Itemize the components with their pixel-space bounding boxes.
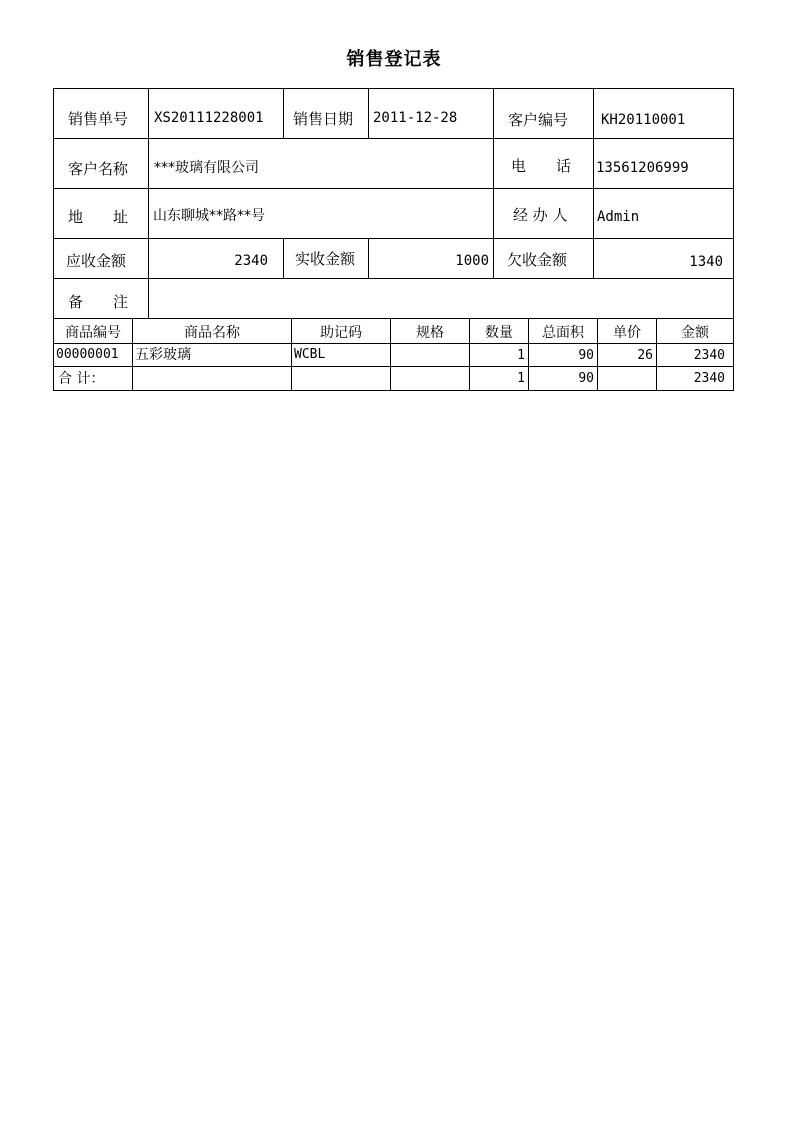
received-value: 1000 — [455, 253, 489, 269]
col-header-area: 总面积 — [542, 325, 584, 341]
customer-name-value: ***玻璃有限公司 — [154, 160, 259, 176]
sale-date-value: 2011-12-28 — [373, 110, 458, 126]
address-label: 地 址 — [68, 208, 129, 226]
phone-label: 电 话 — [511, 157, 572, 175]
address-value: 山东聊城**路**号 — [153, 208, 265, 224]
received-label: 实收金额 — [295, 250, 356, 268]
total-qty: 1 — [517, 371, 525, 386]
remark-label: 备 注 — [68, 293, 129, 311]
cell-price: 26 — [637, 348, 653, 363]
page-title: 销售登记表 — [346, 49, 442, 70]
cell-code: 00000001 — [56, 347, 119, 362]
col-header-name: 商品名称 — [184, 325, 240, 341]
owed-value: 1340 — [689, 254, 723, 270]
col-header-code: 商品编号 — [65, 325, 121, 341]
receivable-value: 2340 — [234, 253, 268, 269]
customer-name-label: 客户名称 — [68, 160, 129, 178]
sale-no-value: XS20111228001 — [154, 110, 264, 126]
total-label: 合 计： — [58, 371, 105, 387]
customer-no-label: 客户编号 — [508, 111, 569, 129]
col-header-spec: 规格 — [416, 325, 444, 341]
phone-value: 13561206999 — [596, 160, 689, 176]
col-header-mnemonic: 助记码 — [320, 325, 362, 341]
handler-label: 经 办 人 — [513, 206, 568, 224]
total-amount: 2340 — [693, 371, 725, 386]
cell-mnemonic: WCBL — [294, 347, 326, 362]
cell-qty: 1 — [517, 348, 525, 363]
col-header-price: 单价 — [613, 325, 641, 341]
receivable-label: 应收金额 — [66, 252, 127, 270]
owed-label: 欠收金额 — [507, 251, 568, 269]
total-area: 90 — [578, 371, 594, 386]
cell-area: 90 — [578, 348, 594, 363]
sale-no-label: 销售单号 — [68, 110, 129, 128]
sale-date-label: 销售日期 — [293, 110, 354, 128]
handler-value: Admin — [597, 209, 640, 225]
customer-no-value: KH20110001 — [601, 112, 686, 128]
col-header-qty: 数量 — [485, 325, 513, 341]
cell-name: 五彩玻璃 — [135, 347, 191, 363]
col-header-amount: 金额 — [681, 325, 709, 341]
cell-amount: 2340 — [693, 348, 725, 363]
